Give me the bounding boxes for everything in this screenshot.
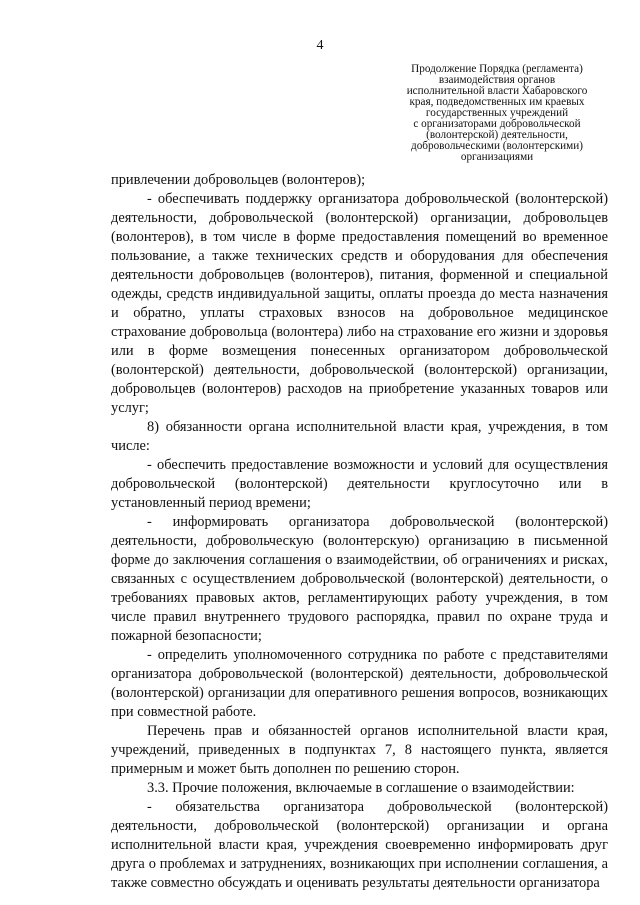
paragraph: привлечении добровольцев (волонтеров); xyxy=(111,172,366,188)
header-line: Продолжение Порядка (регламента) xyxy=(411,63,583,75)
paragraph: - определить уполномоченного сотрудника по работе с представителями организатора добровольческой (волонтерской) деятельности, добровольческой (волонтерской) организации для оперативного решения вопросов, возникающих при совместной работе. xyxy=(111,647,608,720)
paragraph: - информировать организатора добровольческой (волонтерской) деятельности, добровольческую (волонтерскую) организацию в письменной форме до заключения соглашения о взаимодействии, об ограничениях и рисках, связанных с осуществлением добровольческой (волонтерской) деятельности, о требованиях правовых актов, регламентирующих работу учреждения, в том числе правил внутреннего трудового распорядка, правил по охране труда и пожарной безопасности; xyxy=(111,514,608,644)
paragraph: 8) обязанности органа исполнительной власти края, учреждения, в том числе: xyxy=(111,419,608,454)
document-header xyxy=(386,64,608,163)
header-line: организациями xyxy=(460,151,534,163)
document-body xyxy=(111,171,608,893)
header-line: края, подведомственных им краевых xyxy=(409,96,585,108)
paragraph: 3.3. Прочие положения, включаемые в соглашение о взаимодействии: xyxy=(147,780,575,796)
header-line: добровольческими (волонтерскими) xyxy=(411,140,583,152)
page-number: 4 xyxy=(316,38,324,53)
header-line: исполнительной власти Хабаровского xyxy=(406,85,588,97)
paragraph: - обеспечить предоставление возможности и условий для осуществления добровольческой (волонтерской) деятельности круглосуточно или в установленный период времени; xyxy=(111,457,608,511)
paragraph: - обеспечивать поддержку организатора добровольческой (волонтерской) деятельности, добровольческой (волонтерской) организации, добровольцев (волонтеров), в том числе в форме предоставления помещений во временное пользование, а также технических средств и оборудования для обеспечения деятельности добровольцев (волонтеров), питания, форменной и специальной одежды, средств индивидуальной защиты, оплаты проезда до места назначения и обратно, уплаты страховых взносов на добровольное медицинское страхование добровольца (волонтера) либо на страхование его жизни и здоровья или в форме возмещения понесенных организатором добровольческой (волонтерской) деятельности, добровольческой (волонтерской) организации, добровольцев (волонтеров) расходов на приобретение указанных товаров или услуг; xyxy=(111,191,608,416)
paragraph: Перечень прав и обязанностей органов исполнительной власти края, учреждений, приведенных в подпунктах 7, 8 настоящего пункта, является примерным и может быть дополнен по решению сторон. xyxy=(111,723,608,777)
header-line: государственных учреждений xyxy=(425,107,569,119)
header-line: с организаторами добровольческой xyxy=(413,118,581,130)
paragraph: - обязательства организатора добровольческой (волонтерской) деятельности, добровольческой (волонтерской) организации и органа исполнительной власти края, учреждения своевременно информировать друг друга о проблемах и затруднениях, возникающих при исполнении соглашения, а также совместно обсуждать и оценивать результаты деятельности организатора xyxy=(111,799,608,891)
header-line: взаимодействия органов xyxy=(438,74,556,86)
header-line: (волонтерской) деятельности, xyxy=(426,129,568,141)
